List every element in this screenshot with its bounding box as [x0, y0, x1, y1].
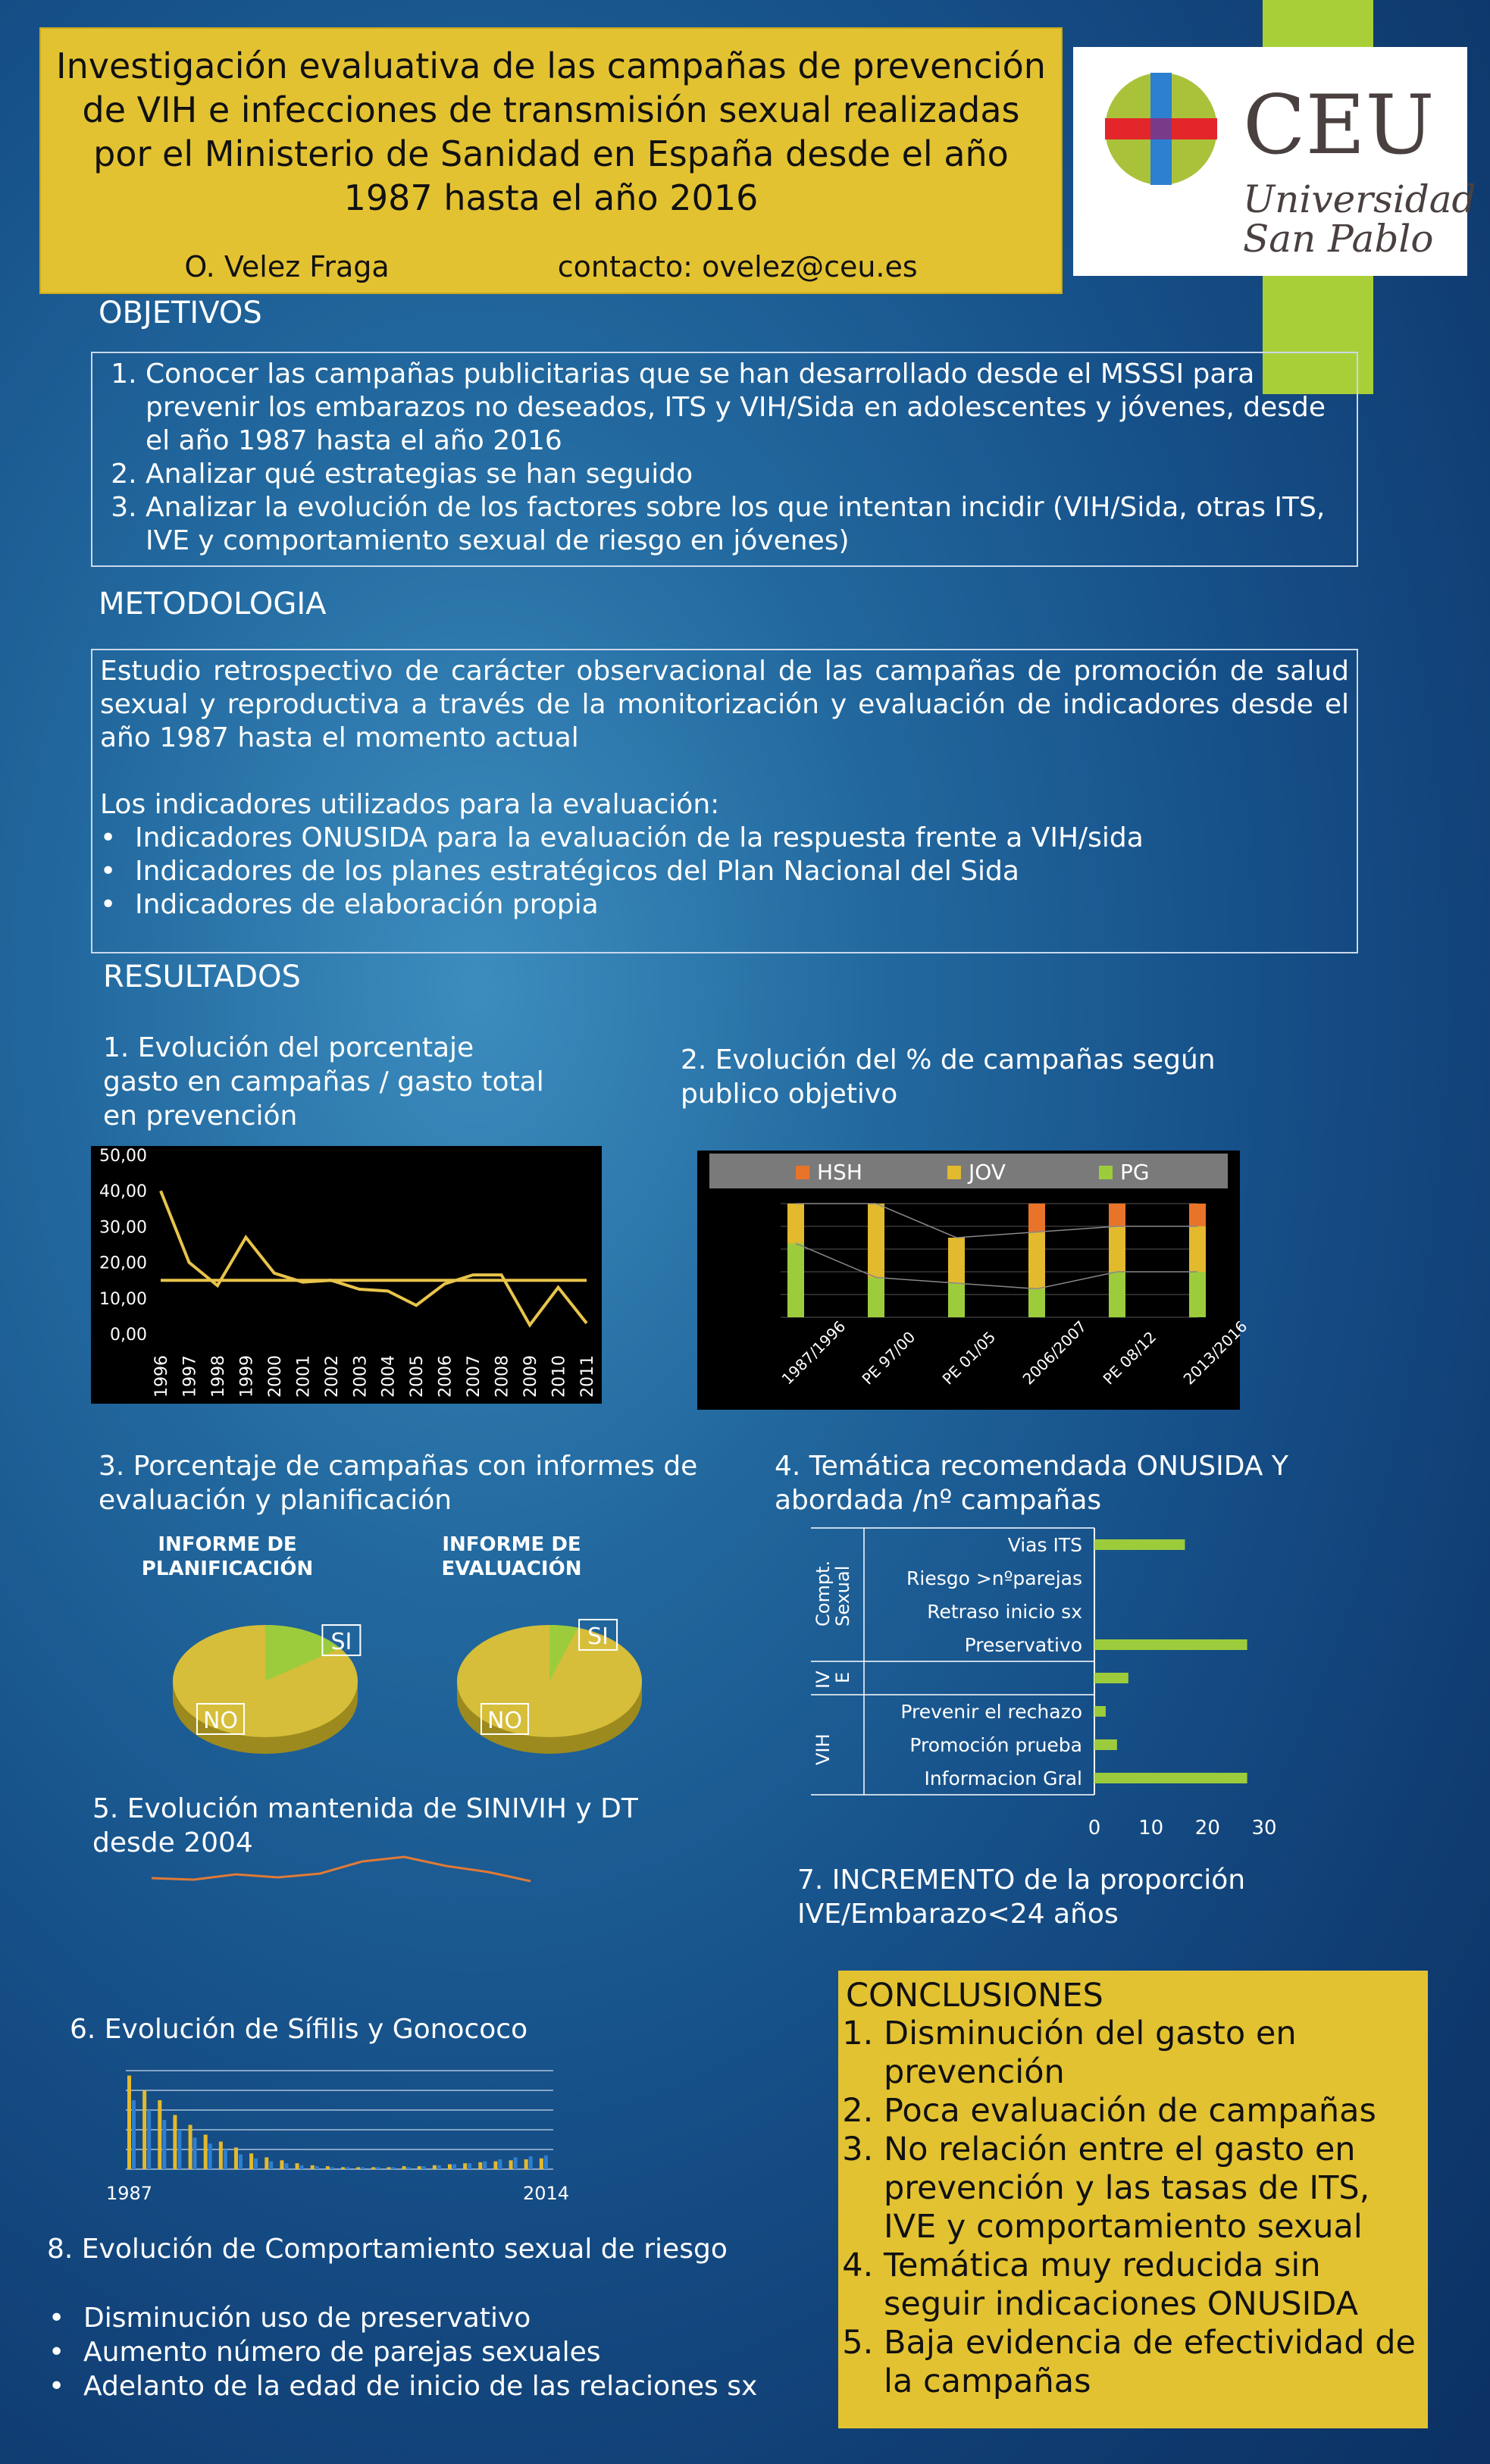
chart-sifilis-gonococo	[99, 2063, 584, 2207]
contact-email: contacto: ovelez@ceu.es	[557, 250, 918, 283]
bar	[300, 2165, 304, 2169]
legend-swatch	[947, 1166, 961, 1179]
x-tick-label: 2002	[322, 1355, 342, 1398]
bar	[254, 2159, 258, 2169]
x-tick-label: 2006	[436, 1355, 455, 1398]
x-tick-label: 2003	[351, 1355, 371, 1398]
bar-segment	[787, 1244, 804, 1318]
metodologia-heading: METODOLOGIA	[99, 587, 327, 621]
bar	[391, 2167, 395, 2169]
x-tick-label: 1999	[237, 1355, 257, 1398]
result8-title: 8. Evolución de Comportamiento sexual de riesgo	[47, 2234, 728, 2265]
ceu-emblem-icon	[1100, 68, 1222, 189]
bar	[177, 2130, 181, 2169]
y-tick-label: 10,00	[99, 1289, 147, 1309]
category-label: Informacion Gral	[924, 1767, 1082, 1789]
conclusiones-box	[838, 1971, 1428, 2428]
bar	[265, 2157, 268, 2169]
x-tick-label: 30	[1251, 1817, 1277, 1839]
group-label: Compt.	[812, 1560, 834, 1626]
result1-title-line: en prevención	[103, 1101, 298, 1132]
group-label: IV	[812, 1670, 834, 1689]
bar	[452, 2165, 456, 2170]
poster-title: Investigación evaluativa de las campañas de prevención de VIH e infecciones de transmisión sexual realizadas por el Ministerio de Sanidad en España desde el año 1987 hasta el año 2016	[56, 45, 1046, 218]
indicators-intro: Los indicadores utilizados para la evaluación:	[100, 789, 720, 820]
result1-title	[103, 1031, 544, 1133]
y-tick-label: 30,00	[99, 1218, 147, 1238]
bar-segment	[948, 1283, 965, 1317]
bar	[224, 2149, 227, 2169]
x-tick-label: 2001	[294, 1355, 314, 1398]
bar	[1094, 1673, 1128, 1683]
x-tick-label: 2000	[265, 1355, 285, 1398]
bar	[280, 2160, 283, 2169]
bar	[234, 2147, 238, 2169]
result8-item: • Aumento número de parejas sexuales	[83, 2335, 757, 2369]
bar	[509, 2160, 513, 2169]
result3-title	[99, 1449, 697, 1517]
bar-segment	[868, 1278, 884, 1318]
x-tick-label: 2010	[549, 1355, 569, 1398]
pie-label-si: SI	[330, 1629, 352, 1656]
category-label: Retraso inicio sx	[927, 1601, 1082, 1623]
chart-gasto-campanas	[91, 1146, 602, 1404]
indicator-item: • Indicadores de los planes estratégicos del Plan Nacional del Sida	[135, 855, 1349, 888]
authors-line	[41, 250, 1061, 283]
result2-title	[681, 1043, 1216, 1111]
sinivih-line	[152, 1857, 531, 1881]
objetivos-list	[103, 358, 1346, 558]
bar	[132, 2100, 136, 2169]
bar	[249, 2153, 253, 2169]
bar	[346, 2167, 349, 2169]
bar	[493, 2162, 497, 2169]
result3-title-line: evaluación y planificación	[99, 1485, 452, 1516]
conclusion-item: 5. Baja evidencia de efectividad de la campañas	[884, 2324, 1420, 2401]
bar	[418, 2166, 421, 2169]
x-tick-label: 2004	[379, 1355, 399, 1398]
conclusiones-list	[843, 2015, 1420, 2401]
bar	[498, 2159, 502, 2169]
result2-title-line: 2. Evolución del % de campañas según	[681, 1044, 1216, 1075]
category-label: Riesgo >nºparejas	[906, 1567, 1082, 1589]
pie-title: INFORME DE	[158, 1533, 297, 1556]
group-label: VIH	[812, 1733, 834, 1765]
x-tick-label: 1987	[106, 2183, 153, 2204]
bar	[326, 2166, 330, 2169]
chart-sinivih	[144, 1849, 553, 1902]
legend-label: PG	[1120, 1160, 1150, 1185]
bar	[514, 2157, 518, 2169]
bar-segment	[787, 1204, 804, 1244]
bar	[158, 2100, 161, 2169]
bar	[361, 2167, 365, 2169]
bar	[204, 2135, 208, 2170]
y-tick-label: 40,00	[99, 1182, 147, 1202]
bar	[1094, 1739, 1117, 1750]
result8-item: • Disminución uso de preservativo	[83, 2301, 757, 2335]
bar	[540, 2159, 543, 2169]
bar-segment	[1028, 1232, 1045, 1289]
result7-title	[797, 1863, 1245, 1931]
university-logo	[1073, 47, 1476, 276]
author-name: O. Velez Fraga	[184, 250, 390, 283]
x-tick-label: 2006/2007	[1019, 1317, 1091, 1389]
chart-publico-objetivo	[697, 1151, 1251, 1410]
pie-label-no	[481, 1704, 528, 1734]
x-tick-label: 2007	[465, 1355, 484, 1398]
indicator-item: • Indicadores de elaboración propia	[135, 888, 1349, 922]
x-tick-label: 1997	[180, 1355, 200, 1398]
bar	[529, 2156, 533, 2169]
result4-title-line: abordada /nº campañas	[775, 1485, 1102, 1516]
bar	[341, 2167, 345, 2169]
bar	[311, 2165, 315, 2169]
bar	[376, 2167, 380, 2169]
bar	[483, 2162, 487, 2169]
legend-label: JOV	[969, 1160, 1006, 1185]
result8-list	[49, 2301, 757, 2403]
objetivos-box	[91, 352, 1358, 567]
bar	[422, 2166, 426, 2169]
group-label: E	[832, 1671, 853, 1683]
bar	[402, 2166, 406, 2169]
y-tick-label: 20,00	[99, 1254, 147, 1273]
x-tick-label: 10	[1138, 1817, 1164, 1839]
metodologia-box	[91, 649, 1358, 953]
bar	[356, 2167, 360, 2169]
bar	[524, 2159, 528, 2169]
x-tick-label: PE 97/00	[858, 1327, 919, 1389]
bar	[315, 2166, 319, 2169]
metodologia-paragraph: Estudio retrospectivo de carácter observacional de las campañas de promoción de salud sexual y reproductiva a través de la monitorización y evaluación de indicadores desde el año 1987 hasta el momento actual	[100, 656, 1349, 753]
bar	[284, 2163, 288, 2169]
category-label: Preservativo	[964, 1634, 1082, 1656]
bar	[371, 2167, 375, 2169]
conclusion-item: 2. Poca evaluación de campañas	[884, 2092, 1420, 2131]
bar	[468, 2163, 471, 2169]
result8-item: • Adelanto de la edad de inicio de las relaciones sx	[83, 2369, 757, 2403]
legend-swatch	[796, 1166, 809, 1179]
logo-san-pablo: San Pablo	[1243, 217, 1434, 261]
y-tick-label: 50,00	[99, 1147, 147, 1166]
bar	[296, 2163, 299, 2169]
bar	[1094, 1773, 1247, 1783]
result6-title: 6. Evolución de Sífilis y Gonococo	[70, 2014, 528, 2045]
bar-segment	[1189, 1204, 1206, 1226]
result7-title-line: IVE/Embarazo<24 años	[797, 1899, 1119, 1930]
result1-title-line: gasto en campañas / gasto total	[103, 1066, 544, 1097]
legend-swatch	[1099, 1166, 1113, 1179]
bar	[478, 2162, 482, 2169]
bar	[127, 2076, 131, 2170]
result5-title-line: 5. Evolución mantenida de SINIVIH y DT	[92, 1793, 638, 1824]
bar	[1094, 1706, 1106, 1717]
bar	[330, 2167, 334, 2169]
bar	[433, 2165, 437, 2169]
resultados-heading: RESULTADOS	[103, 960, 301, 994]
result2-title-line: publico objetivo	[681, 1079, 898, 1110]
logo-universidad: Universidad	[1243, 177, 1476, 221]
bar-segment	[1109, 1226, 1125, 1272]
group-label: Sexual	[832, 1565, 853, 1626]
bar	[162, 2120, 166, 2169]
objetivos-heading: OBJETIVOS	[99, 296, 262, 330]
category-label: Prevenir el rechazo	[900, 1701, 1082, 1723]
bar	[407, 2167, 411, 2169]
conclusion-item: 1. Disminución del gasto en prevención	[884, 2015, 1420, 2092]
result3-title-line: 3. Porcentaje de campañas con informes de	[99, 1451, 698, 1482]
result5-title-line: desde 2004	[92, 1827, 253, 1858]
bar	[463, 2163, 467, 2169]
result1-title-line: 1. Evolución del porcentaje	[103, 1032, 474, 1063]
bar-segment	[1028, 1289, 1045, 1318]
x-tick-label: 2014	[523, 2183, 570, 2204]
bar-segment	[868, 1204, 884, 1278]
x-tick-label: PE 01/05	[938, 1327, 1000, 1389]
bar	[142, 2090, 146, 2169]
bar-segment	[1109, 1272, 1125, 1317]
objetivo-item: 2. Analizar qué estrategias se han seguido	[146, 458, 1346, 491]
bar	[193, 2137, 197, 2169]
pie-label-no	[197, 1704, 244, 1734]
pie-label-text: NO	[202, 1708, 239, 1734]
result4-title	[775, 1449, 1288, 1517]
pie-title: INFORME DE	[442, 1533, 581, 1556]
category-label: Vias ITS	[1007, 1534, 1082, 1556]
x-tick-label: 2013/2016	[1179, 1317, 1251, 1389]
indicators-list	[100, 822, 1349, 922]
bar-segment	[948, 1238, 965, 1283]
bar	[544, 2156, 548, 2169]
conclusion-item: 3. No relación entre el gasto en prevención y las tasas de ITS, IVE y comportamiento sexual	[884, 2131, 1420, 2246]
bar	[1094, 1539, 1185, 1550]
title-box	[39, 27, 1063, 294]
bar	[208, 2143, 212, 2169]
bar	[219, 2142, 223, 2169]
x-tick-label: 1998	[208, 1355, 228, 1398]
pie-label-text: NO	[487, 1708, 523, 1734]
result4-title-line: 4. Temática recomendada ONUSIDA Y	[775, 1451, 1288, 1482]
bar	[189, 2125, 193, 2170]
pie-charts	[114, 1533, 614, 1760]
conclusiones-heading: CONCLUSIONES	[846, 1977, 1103, 2015]
bar	[147, 2110, 151, 2169]
bar	[239, 2155, 243, 2170]
y-tick-label: 0,00	[110, 1326, 147, 1345]
x-tick-label: 1987/1996	[778, 1317, 850, 1389]
category-label: Promoción prueba	[909, 1734, 1082, 1756]
x-tick-label: 2008	[493, 1355, 512, 1398]
pie-label-si: SI	[587, 1623, 609, 1650]
x-tick-label: PE 08/12	[1099, 1327, 1160, 1389]
legend-label: HSH	[817, 1160, 862, 1185]
x-tick-label: 2009	[521, 1355, 541, 1398]
bar-segment	[1189, 1272, 1206, 1317]
x-tick-label: 20	[1194, 1817, 1220, 1839]
pie-title: EVALUACIÓN	[441, 1558, 582, 1580]
bar	[1094, 1639, 1247, 1650]
bar-segment	[1028, 1204, 1045, 1232]
x-tick-label: 1996	[152, 1355, 171, 1398]
pie-title: PLANIFICACIÓN	[141, 1558, 314, 1580]
logo-ceu: CEU	[1243, 78, 1435, 173]
result7-title-line: 7. INCREMENTO de la proporción	[797, 1864, 1246, 1896]
bar	[269, 2162, 273, 2169]
bar	[437, 2165, 441, 2169]
x-tick-label: 0	[1088, 1817, 1101, 1839]
bar	[387, 2167, 390, 2169]
bar	[173, 2115, 177, 2170]
x-tick-label: 2011	[578, 1355, 597, 1398]
x-tick-label: 2005	[408, 1355, 427, 1398]
indicator-item: • Indicadores ONUSIDA para la evaluación de la respuesta frente a VIH/sida	[135, 822, 1349, 855]
conclusion-item: 4. Temática muy reducida sin seguir indicaciones ONUSIDA	[884, 2246, 1420, 2324]
bar-segment	[1189, 1226, 1206, 1272]
objetivo-item: 3. Analizar la evolución de los factores sobre los que intentan incidir (VIH/Sida, otras ITS, IVE y comportamiento sexual de riesgo en jóvenes)	[146, 491, 1346, 558]
objetivo-item: 1. Conocer las campañas publicitarias que se han desarrollado desde el MSSSI para prevenir los embarazos no deseados, ITS y VIH/Sida en adolescentes y jóvenes, desde el año 1987 hasta el año 2016	[146, 358, 1346, 458]
bar-segment	[1109, 1204, 1125, 1226]
chart-tematica	[803, 1523, 1288, 1842]
bar	[448, 2165, 452, 2170]
